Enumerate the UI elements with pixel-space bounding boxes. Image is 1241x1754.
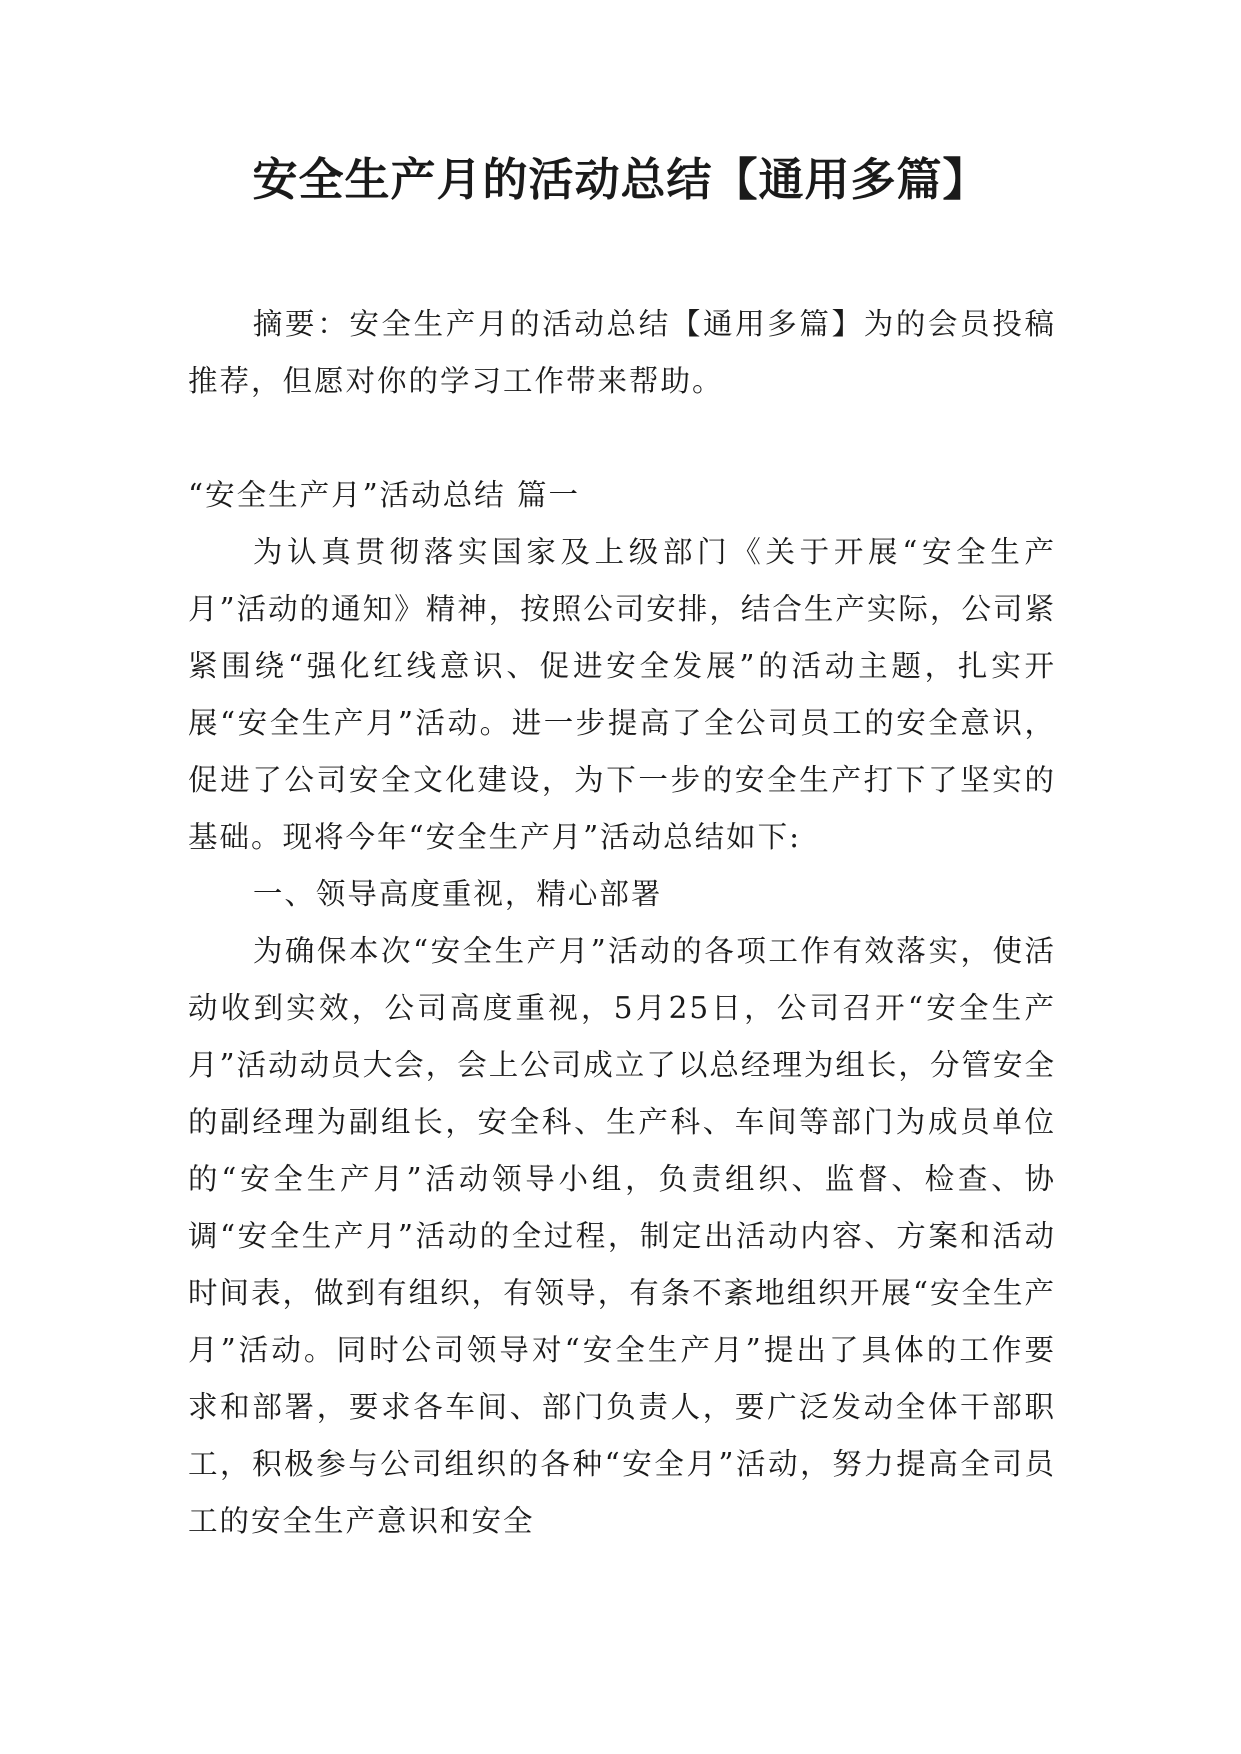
document-body <box>188 296 1056 1550</box>
section-title: “安全生产月”活动总结 篇一 <box>188 478 581 512</box>
body-paragraph: 为认真贯彻落实国家及上级部门《关于开展“安全生产月”活动的通知》精神，按照公司安排，结合生产实际，公司紧紧围绕“强化红线意识、促进安全发展”的活动主题，扎实开展“安全生产月”活动。进一步提高了全公司员工的安全意识，促进了公司安全文化建设，为下一步的安全生产打下了坚实的基础。现将今年“安全生产月”活动总结如下: <box>188 535 1056 854</box>
subsection-heading: 一、领导高度重视，精心部署 <box>252 877 663 911</box>
body-paragraph: 为确保本次“安全生产月”活动的各项工作有效落实，使活动收到实效，公司高度重视，5月25日，公司召开“安全生产月”活动动员大会，会上公司成立了以总经理为组长，分管安全的副经理为副组长，安全科、生产科、车间等部门为成员单位的“安全生产月”活动领导小组，负责组织、监督、检查、协调“安全生产月”活动的全过程，制定出活动内容、方案和活动时间表，做到有组织，有领导，有条不紊地组织开展“安全生产月”活动。同时公司领导对“安全生产月”提出了具体的工作要求和部署，要求各车间、部门负责人，要广泛发动全体干部职工，积极参与公司组织的各种“安全月”活动，努力提高全司员工的安全生产意识和安全 <box>188 934 1056 1538</box>
abstract-paragraph: 摘要：安全生产月的活动总结【通用多篇】为的会员投稿推荐，但愿对你的学习工作带来帮助。 <box>188 307 1056 398</box>
document-title: 安全生产月的活动总结【通用多篇】 <box>252 153 989 206</box>
